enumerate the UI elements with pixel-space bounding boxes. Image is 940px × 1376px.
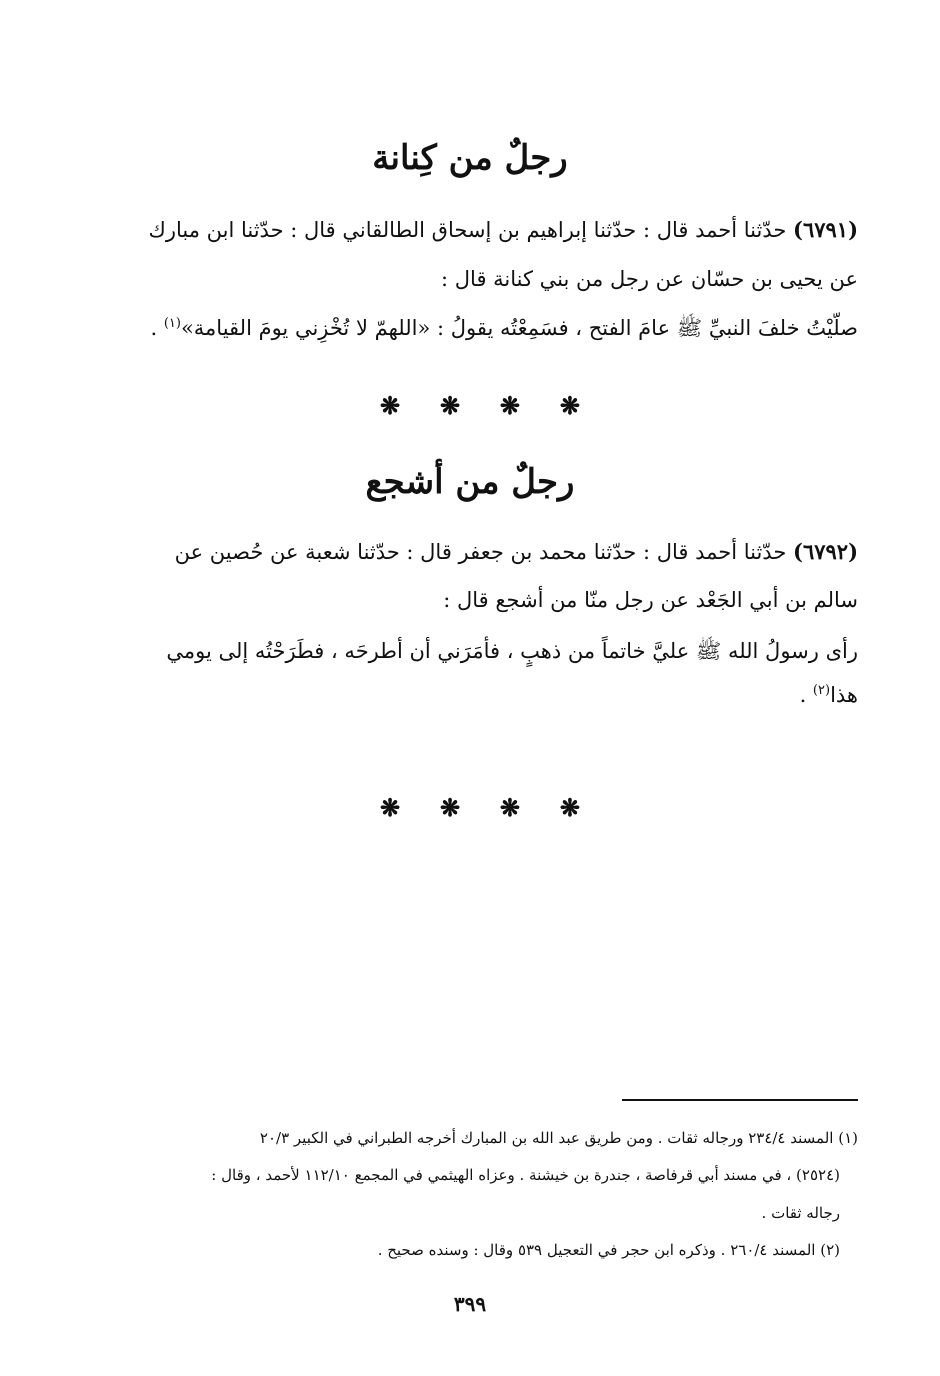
hadith-6792-matn-line2	[80, 683, 858, 707]
hadith-6791-isnad-line2: عن يحيى بن حسّان عن رجل من بني كنانة قال :	[441, 267, 858, 291]
matn-end: .	[799, 683, 813, 707]
page-number: ٣٩٩	[453, 1292, 487, 1316]
hadith-6792-matn-line1: رأى رسولُ الله ﷺ عليَّ خاتماً من ذهبٍ ، فأمَرَني أن أطرحَه ، فطَرَحْتُه إلى يومي	[166, 639, 858, 663]
matn-text: صلّيْتُ خلفَ النبيِّ ﷺ عامَ الفتح ، فسَمِعْتُه يقولُ : «اللهمّ لا تُخْزِني يومَ القيامة»	[180, 316, 858, 340]
hadith-6791-matn	[80, 316, 858, 340]
section-heading-ashja: رجلٌ من أشجع	[365, 462, 575, 502]
hadith-number: (٦٧٩٢)	[793, 539, 858, 564]
section-separator	[380, 793, 580, 822]
section-separator	[380, 391, 580, 420]
footnote-2-line1: (٢) المسند ٢٦٠/٤ . وذكره ابن حجر في التعجيل ٥٣٩ وقال : وسنده صحيح .	[377, 1241, 840, 1259]
matn-end: .	[150, 316, 164, 340]
hadith-6792-isnad-line1	[80, 540, 858, 564]
isnad-text: حدّثنا أحمد قال : حدّثنا إبراهيم بن إسحاق الطالقاني قال : حدّثنا ابن مبارك	[148, 218, 787, 242]
separator-star: ❋	[559, 391, 580, 420]
separator-star: ❋	[439, 793, 461, 822]
footnote-1-line1: (١) المسند ٢٣٤/٤ ورجاله ثقات . ومن طريق عبد الله بن المبارك أخرجه الطبراني في الكبير ٢٠/٣	[259, 1129, 858, 1147]
separator-star: ❋	[380, 793, 401, 822]
section-heading-kinana: رجلٌ من كِنانة	[372, 138, 568, 178]
footnote-ref-2: (٢)	[812, 683, 831, 698]
separator-star: ❋	[380, 391, 401, 420]
footnote-divider	[622, 1099, 858, 1101]
hadith-number: (٦٧٩١)	[793, 217, 858, 242]
footnote-1-line3: رجاله ثقات .	[761, 1204, 840, 1222]
footnote-ref-1: (١)	[163, 316, 181, 331]
separator-star: ❋	[499, 391, 521, 420]
separator-star: ❋	[439, 391, 461, 420]
separator-star: ❋	[559, 793, 580, 822]
separator-star: ❋	[499, 793, 521, 822]
isnad-text: حدّثنا أحمد قال : حدّثنا محمد بن جعفر قال : حدّثنا شعبة عن حُصين عن	[174, 540, 787, 564]
hadith-6792-isnad-line2: سالم بن أبي الجَعْد عن رجل منّا من أشجع قال :	[443, 588, 858, 612]
matn-text: هذا	[830, 683, 858, 707]
footnote-1-line2: (٢٥٢٤) ، في مسند أبي قرفاصة ، جندرة بن خيشنة . وعزاه الهيثمي في المجمع ١١٢/١٠ لأحمد ، وقال :	[211, 1166, 840, 1184]
hadith-6791-isnad-line1	[80, 218, 858, 242]
